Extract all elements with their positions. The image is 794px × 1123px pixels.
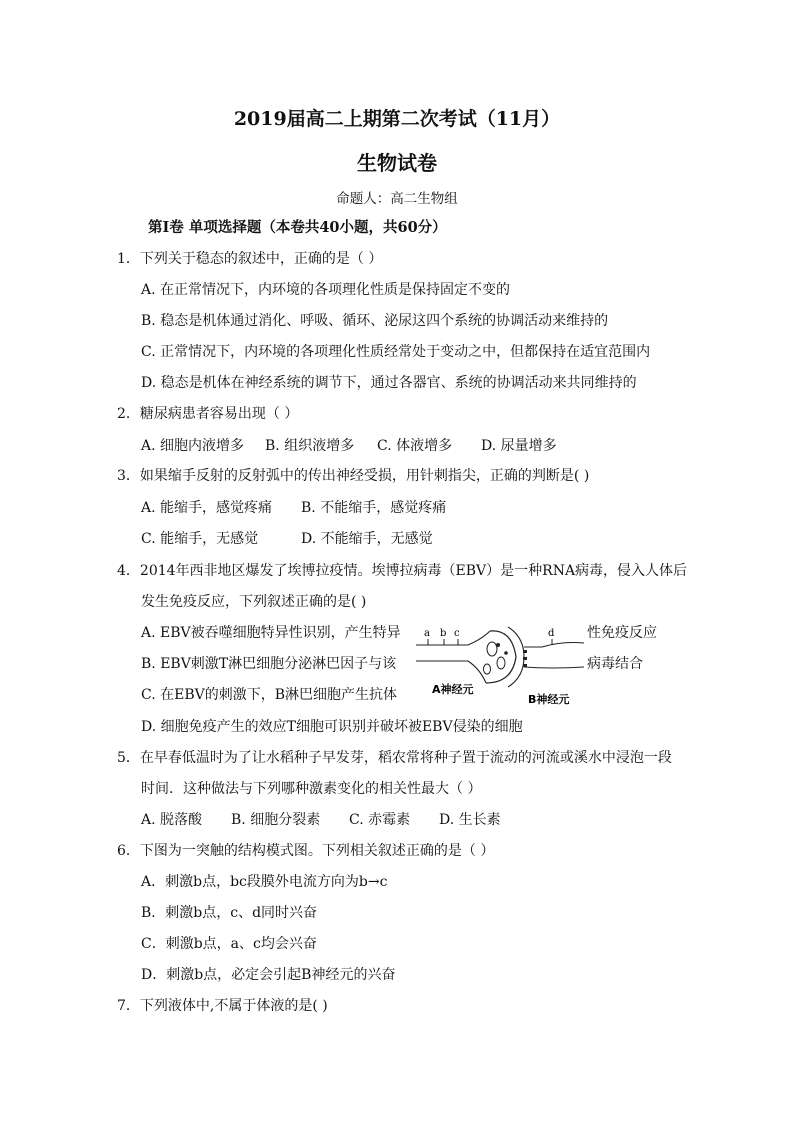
q5-stem-line1: 5．在早春低温时为了让水稻种子早发芽，稻农常将种子置于流动的河流或溪水中浸泡一段 [117,750,672,766]
q2-option-c: C. 体液增多 [377,438,453,454]
q4-stem-line1: 4．2014年西非地区爆发了埃博拉疫情。埃博拉病毒（EBV）是一种RNA病毒，侵入人体后 [117,563,688,579]
q3-option-a: A. 能缩手，感觉疼痛 [141,500,273,516]
q6-option-a: A．刺激b点，bc段膜外电流方向为b→c [141,874,388,890]
q1-option-a: A. 在正常情况下，内环境的各项理化性质是保持固定不变的 [141,282,511,298]
q3-stem: 3．如果缩手反射的反射弧中的传出神经受损，用针刺指尖，正确的判断是( ) [117,468,590,484]
label-c: c [454,628,460,639]
label-a: a [424,628,430,639]
q5-stem-line2: 时间．这种做法与下列哪种激素变化的相关性最大（ ） [141,781,482,797]
exam-title: 2019届高二上期第二次考试（11月） [233,108,561,130]
q1-option-d: D. 稳态是机体在神经系统的调节下，通过各器官、系统的协调活动来共同维持的 [141,375,637,391]
q1-option-b: B. 稳态是机体通过消化、呼吸、循环、泌尿这四个系统的协调活动来维持的 [141,313,609,329]
synapse-diagram [402,617,586,713]
q5-option-b: B. 细胞分裂素 [231,812,321,828]
q3-option-b: B. 不能缩手，感觉疼痛 [301,500,447,516]
q1-option-c: C. 正常情况下，内环境的各项理化性质经常处于变动之中，但都保持在适宜范围内 [141,344,651,360]
q4-option-a-left: A. EBV被吞噬细胞特异性识别，产生特异 [141,625,401,641]
label-neuron-b: B神经元 [528,693,570,706]
q4-option-c: C. 在EBV的刺激下，B淋巴细胞产生抗体 [141,687,398,703]
dendrite-upper-membrane [524,643,584,648]
q2-option-a: A. 细胞内液增多 [141,438,245,454]
label-b: b [440,628,447,639]
vesicle [497,657,505,669]
q6-option-b: B．刺激b点，c、d同时兴奋 [141,905,318,921]
q6-option-c: C．刺激b点，a、c均会兴奋 [141,936,317,952]
q4-option-a-right: 性免疫反应 [587,625,657,641]
q3-option-d: D. 不能缩手，无感觉 [301,531,433,547]
axon-lower-membrane [416,661,486,683]
q6-stem: 6．下图为一突触的结构模式图。下列相关叙述正确的是（ ） [117,843,495,859]
q3-options-row1 [141,499,446,517]
vesicle [487,642,497,656]
q4-option-b-left: B. EBV刺激T淋巴细胞分泌淋巴因子与该 [141,656,397,672]
q5-option-c: C. 赤霉素 [349,812,411,828]
receptor [523,657,527,660]
q4-option-b-right: 病毒结合 [587,656,643,672]
receptor [523,664,527,667]
q3-options-row2 [141,530,433,548]
q2-option-d: D. 尿量增多 [481,438,557,454]
q6-option-d: D．刺激b点，必定会引起B神经元的兴奋 [141,967,396,983]
q2-options [141,437,557,455]
label-d: d [548,628,555,639]
q2-stem: 2．糖尿病患者容易出现（ ） [117,406,299,422]
section-heading: 第Ⅰ卷 单项选择题（本卷共40小题，共60分） [148,219,447,236]
q7-stem: 7．下列液体中,不属于体液的是( ) [117,998,328,1014]
q4-stem-line2: 发生免疫反应，下列叙述正确的是( ) [141,594,367,610]
vesicle [484,664,491,674]
q5-option-a: A. 脱落酸 [141,812,203,828]
label-neuron-a: A神经元 [432,683,474,696]
exam-subtitle: 生物试卷 [357,151,437,175]
vesicle [504,651,508,655]
q3-option-c: C. 能缩手，无感觉 [141,531,259,547]
q2-option-b: B. 组织液增多 [265,438,355,454]
q4-option-d: D. 细胞免疫产生的效应T细胞可识别并破坏被EBV侵染的细胞 [141,719,523,735]
receptor [523,650,527,653]
q5-option-d: D. 生长素 [439,812,501,828]
q1-stem: 1．下列关于稳态的叙述中，正确的是（ ） [117,251,383,267]
dendrite-lower-membrane [524,667,584,668]
q5-options [141,811,501,829]
vesicle [496,643,500,647]
exam-author: 命题人：高二生物组 [336,191,458,207]
